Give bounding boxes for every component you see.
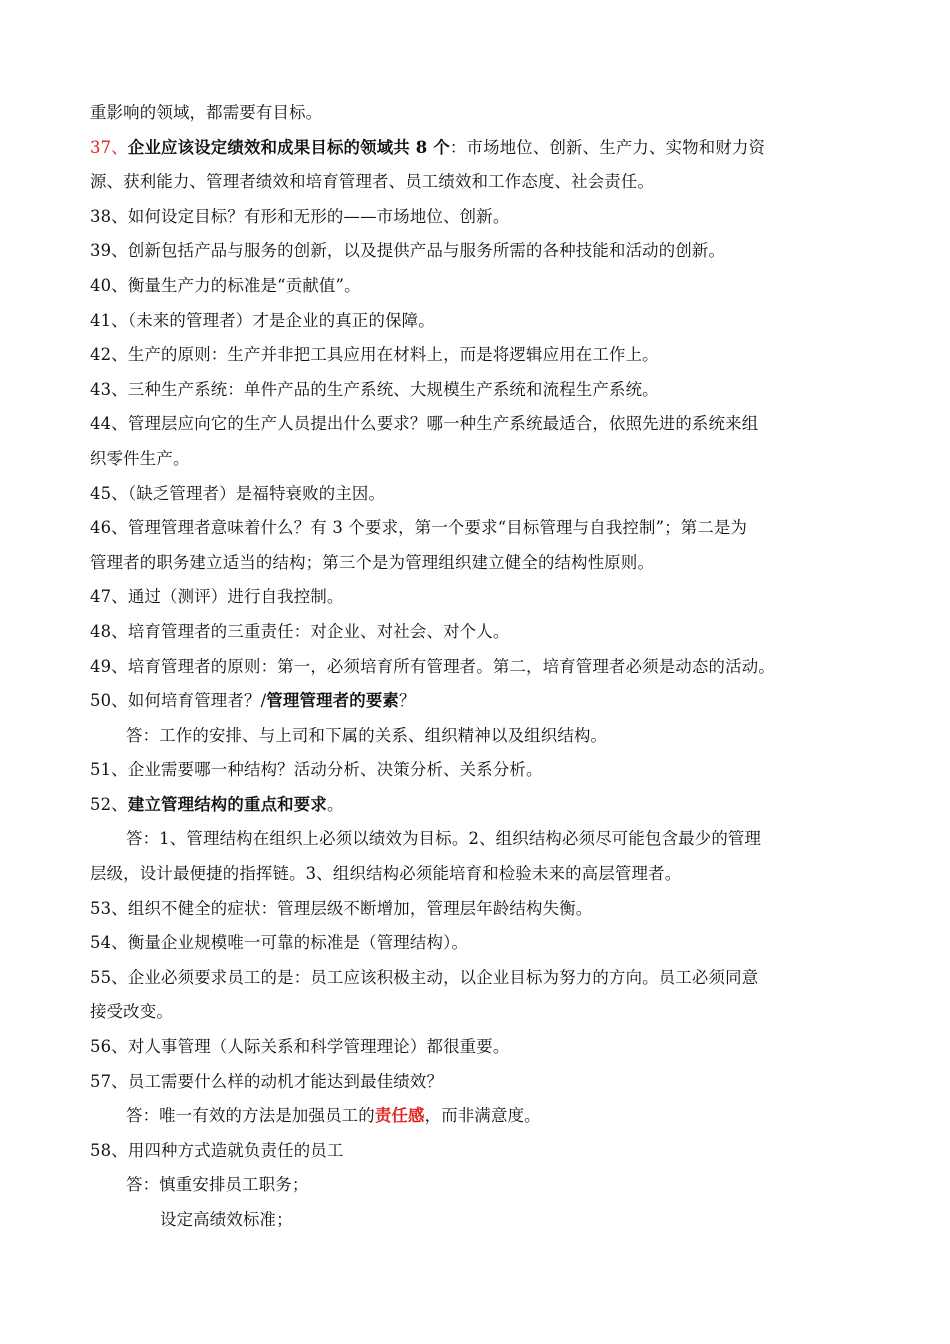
text-segment: 答：唯一有效的方法是加强员工的 (126, 1106, 375, 1126)
text-line (90, 1134, 872, 1169)
text-segment: 38、如何设定目标？有形和无形的——市场地位、创新。 (90, 206, 510, 226)
text-line (90, 857, 872, 892)
text-line (90, 1030, 872, 1065)
text-line (90, 961, 872, 996)
text-segment: 47、通过（测评）进行自我控制。 (90, 587, 344, 607)
text-line (90, 442, 872, 477)
text-line (90, 234, 872, 269)
document-page (90, 96, 872, 1238)
text-line (90, 304, 872, 339)
text-segment: 设定高绩效标准； (160, 1210, 293, 1229)
text-segment: 52、 (90, 794, 128, 814)
text-segment: 接受改变。 (90, 1002, 173, 1022)
text-line (90, 131, 872, 166)
text-segment: 55、企业必须要求员工的是：员工应该积极主动，以企业目标为努力的方向。员工必须同意 (90, 967, 759, 987)
text-segment: 57、员工需要什么样的动机才能达到最佳绩效？ (90, 1071, 444, 1091)
text-segment: 重影响的领域，都需要有目标。 (90, 103, 323, 122)
text-line (90, 165, 872, 200)
text-segment: 源、获利能力、管理者绩效和培育管理者、员工绩效和工作态度、社会责任。 (90, 172, 655, 192)
text-segment: 49、培育管理者的原则：第一，必须培育所有管理者。第二，培育管理者必须是动态的活动。 (90, 656, 775, 676)
text-line (90, 477, 872, 512)
text-segment: ：市场地位、创新、生产力、实物和财力资 (449, 137, 766, 157)
text-line (90, 580, 872, 615)
text-segment: 。 (326, 794, 344, 814)
text-line (90, 269, 872, 304)
emphasis-segment: 37、 (90, 137, 128, 157)
text-segment: 44、管理层应向它的生产人员提出什么要求？哪一种生产系统最适合，依照先进的系统来组 (90, 414, 759, 434)
text-segment: 53、组织不健全的症状：管理层级不断增加，管理层年龄结构失衡。 (90, 898, 593, 918)
text-segment: 42、生产的原则：生产并非把工具应用在材料上，而是将逻辑应用在工作上。 (90, 345, 659, 365)
text-line (90, 892, 872, 927)
text-line (90, 1203, 872, 1238)
text-line (90, 1099, 872, 1134)
text-segment: 43、三种生产系统：单件产品的生产系统、大规模生产系统和流程生产系统。 (90, 379, 659, 399)
text-line (90, 926, 872, 961)
text-line (90, 684, 872, 719)
text-segment: 50、如何培育管理者？/ (90, 691, 267, 711)
text-line (90, 753, 872, 788)
text-line (90, 822, 872, 857)
text-line (90, 995, 872, 1030)
text-line (90, 373, 872, 408)
emphasis-segment: 责任感 (374, 1106, 425, 1126)
text-line (90, 338, 872, 373)
text-line (90, 719, 872, 754)
text-line (90, 615, 872, 650)
text-segment: ？ (399, 691, 416, 711)
text-segment: 40、衡量生产力的标准是“贡献值”。 (90, 275, 361, 295)
text-segment: 51、企业需要哪一种结构？活动分析、决策分析、关系分析。 (90, 760, 543, 780)
text-line (90, 96, 872, 131)
text-line (90, 200, 872, 235)
text-segment: 层级，设计最便捷的指挥链。3、组织结构必须能培育和检验未来的高层管理者。 (90, 864, 682, 884)
text-line (90, 1168, 872, 1203)
emphasis-segment: 企业应该设定绩效和成果目标的领域共 8 个 (127, 137, 450, 157)
text-segment: 答：慎重安排员工职务； (126, 1175, 309, 1195)
text-segment: 织零件生产。 (90, 448, 190, 468)
text-segment: 58、用四种方式造就负责任的员工 (90, 1140, 344, 1160)
text-segment: 56、对人事管理（人际关系和科学管理理论）都很重要。 (90, 1037, 510, 1057)
text-line (90, 546, 872, 581)
text-segment: 管理者的职务建立适当的结构；第三个是为管理组织建立健全的结构性原则。 (90, 552, 655, 572)
text-segment: 46、管理管理者意味着什么？有 3 个要求，第一个要求“目标管理与自我控制”；第二是为 (90, 518, 748, 538)
text-line (90, 1065, 872, 1100)
text-segment: 答：1、管理结构在组织上必须以绩效为目标。2、组织结构必须尽可能包含最少的管理 (126, 829, 762, 849)
text-line (90, 511, 872, 546)
text-segment: ，而非满意度。 (424, 1106, 541, 1126)
text-segment: 答：工作的安排、与上司和下属的关系、组织精神以及组织结构。 (126, 725, 608, 745)
emphasis-segment: 管理管理者的要素 (266, 691, 400, 711)
text-segment: 48、培育管理者的三重责任：对企业、对社会、对个人。 (90, 621, 510, 641)
text-segment: 54、衡量企业规模唯一可靠的标准是（管理结构）。 (90, 933, 469, 953)
text-segment: 39、创新包括产品与服务的创新，以及提供产品与服务所需的各种技能和活动的创新。 (90, 241, 726, 261)
emphasis-segment: 建立管理结构的重点和要求 (127, 794, 327, 814)
text-line (90, 407, 872, 442)
text-line (90, 650, 872, 685)
text-segment: 41、（未来的管理者）才是企业的真正的保障。 (90, 310, 435, 330)
text-segment: 45、（缺乏管理者）是福特衰败的主因。 (90, 483, 386, 503)
text-line (90, 788, 872, 823)
